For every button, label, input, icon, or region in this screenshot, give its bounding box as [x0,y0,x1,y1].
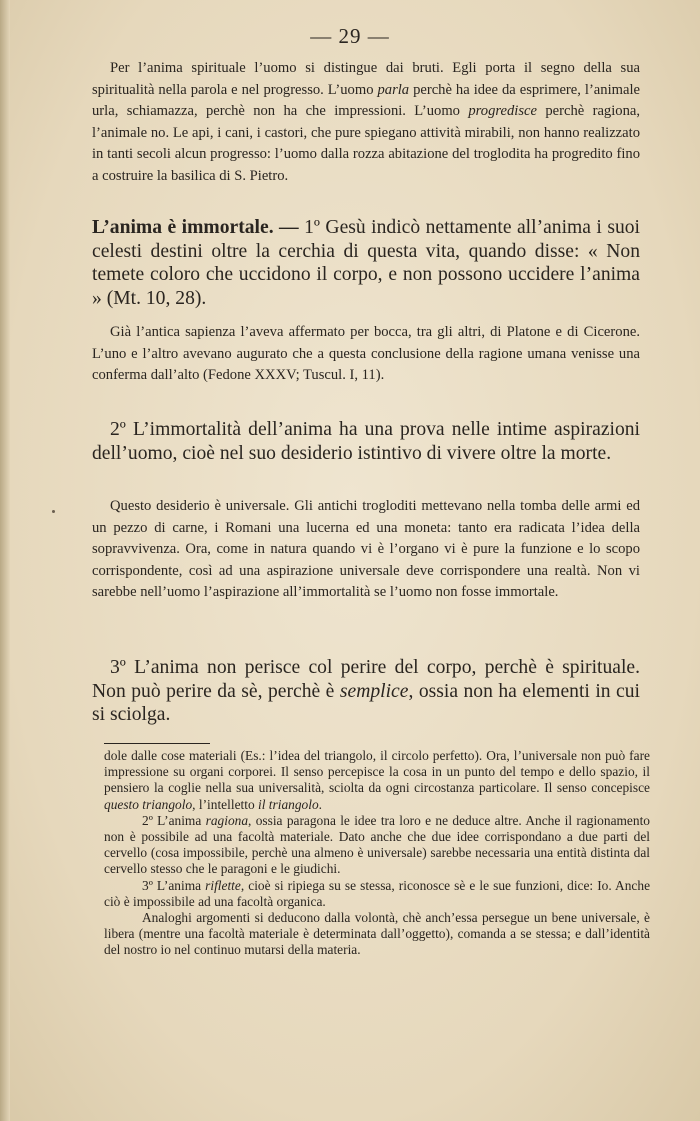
point-1-text: 1º Gesù indicò nettamente all’anima i suoi celesti destini oltre la cerchia di questa vita, quando disse: « Non temete coloro che uccidono il corpo, e non possono uccidere l’anima » (Mt. 10, 28). [92,217,640,309]
footnote-1-emphasis-1: questo triangolo [104,796,193,812]
paragraph-spirituality [92,58,640,187]
paragraph-universal-desire [92,496,640,604]
footnote-4: Analoghi argomenti si deducono dalla volontà, chè anch’essa persegue un bene universale, è libera (mentre una facoltà materiale è determinata dall’oggetto), comanda a se stessa; e dall’identità del nostro io nel continuo mutarsi della materia. [104,910,650,958]
footnote-1 [104,748,650,813]
point-2-text: 2º L’immortalità dell’anima ha una prova nelle intime aspirazioni dell’uomo, cioè nel suo desiderio istintivo di vivere oltre la morte. [92,419,640,464]
footnote-1-text-1: dole dalle cose materiali (Es.: l’idea del triangolo, il circolo perfetto). Ora, l’universale non può fare impressione su organi corporei. Il senso percepisce la cosa in un punto del tempo e dello spazio, il pensiero la coglie nella sua universalità, sciolta da ogni circostanza particolare. Il senso concepisce [104,748,650,796]
point-3-text-1: 3º L’anima non perisce col perire del corpo, perchè è spirituale. Non può perire da sè, perchè è [92,657,640,702]
para1-emphasis-progredisce: progredisce [468,103,537,119]
point-3-emphasis-semplice: semplice [339,680,409,702]
section-heading: L’anima è immortale. — [92,217,305,238]
ink-speck [52,510,55,513]
para1-text-2: perchè ha idee da esprimere, l’animale urla, schiamazza, perchè non ha che impressioni. L’uomo [92,81,640,119]
footnote-3-text-1: 3º L’anima [142,877,206,893]
footnote-2 [104,813,650,878]
footnote-1-text-3: . [318,796,322,812]
page-number: — 29 — [310,24,390,48]
point-3 [92,656,640,727]
page-spine-shadow [0,0,10,1121]
para5-text: Questo desiderio è universale. Gli antichi trogloditi mettevano nella tomba delle armi ed un pezzo di carne, i Romani una lucerna ed una moneta: tanto era radicata l’idea della sopravvivenza. Ora, come in natura quando vi è l’organo vi è pure la funzione e lo scopo corrispondente, così ad una aspirazione universale deve corrispondere una realtà. Non vi sarebbe nell’uomo l’aspirazione all’immortalità se l’uomo non fosse immortale. [92,498,640,600]
footnotes [104,748,650,959]
footnote-1-emphasis-2: il triangolo [258,796,319,812]
footnote-2-emphasis: ragiona [205,812,249,828]
footnote-3-emphasis: riflette [205,877,241,893]
para1-text-1: Per l’anima spirituale l’uomo si distingue dai bruti. Egli porta il segno della sua spiritualità nella parola e nel progresso. L’uomo [92,60,640,98]
para3-text: Già l’antica sapienza l’aveva affermato per bocca, tra gli altri, di Platone e di Cicerone. L’uno e l’altro avevano augurato che a questa conclusione della ragione umana venisse una conferma dall’alto (Fedone XXXV; Tuscul. I, 11). [92,324,640,383]
paragraph-ancient-wisdom [92,322,640,387]
section-immortal-soul [92,216,640,310]
footnote-separator [104,743,210,744]
point-3-text-2: , ossia non ha elementi in cui si sciolga. [92,680,640,725]
footnote-2-text-2: , ossia paragona le idee tra loro e ne deduce altre. Anche il ragionamento non è possibile ad una facoltà materiale. Dato anche che due idee corrispondano a due parti del cervello (cosa impossibile, perchè una almeno è universale) sarebbe necessaria una entità distinta dal cervello stesso che le paragoni e le giudichi. [104,812,650,877]
footnote-3-text-2: , cioè si ripiega su se stessa, riconosce sè e le sue funzioni, dice: Io. Anche ciò è impossibile ad una facoltà organica. [104,877,651,909]
para1-text-3: perchè ragiona, l’animale no. Le api, i cani, i castori, che pure spiegano attività mirabili, non hanno realizzato in tanti secoli alcun progresso: l’uomo dalla rozza abitazione del troglodita ha progredito fino a costruire la basilica di S. Pietro. [92,103,640,184]
point-2 [92,418,640,465]
footnote-2-text-1: 2º L’anima [142,812,206,828]
footnote-3 [104,878,650,910]
para1-emphasis-parla: parla [377,81,410,98]
footnote-1-text-2: , l’intelletto [192,796,258,812]
